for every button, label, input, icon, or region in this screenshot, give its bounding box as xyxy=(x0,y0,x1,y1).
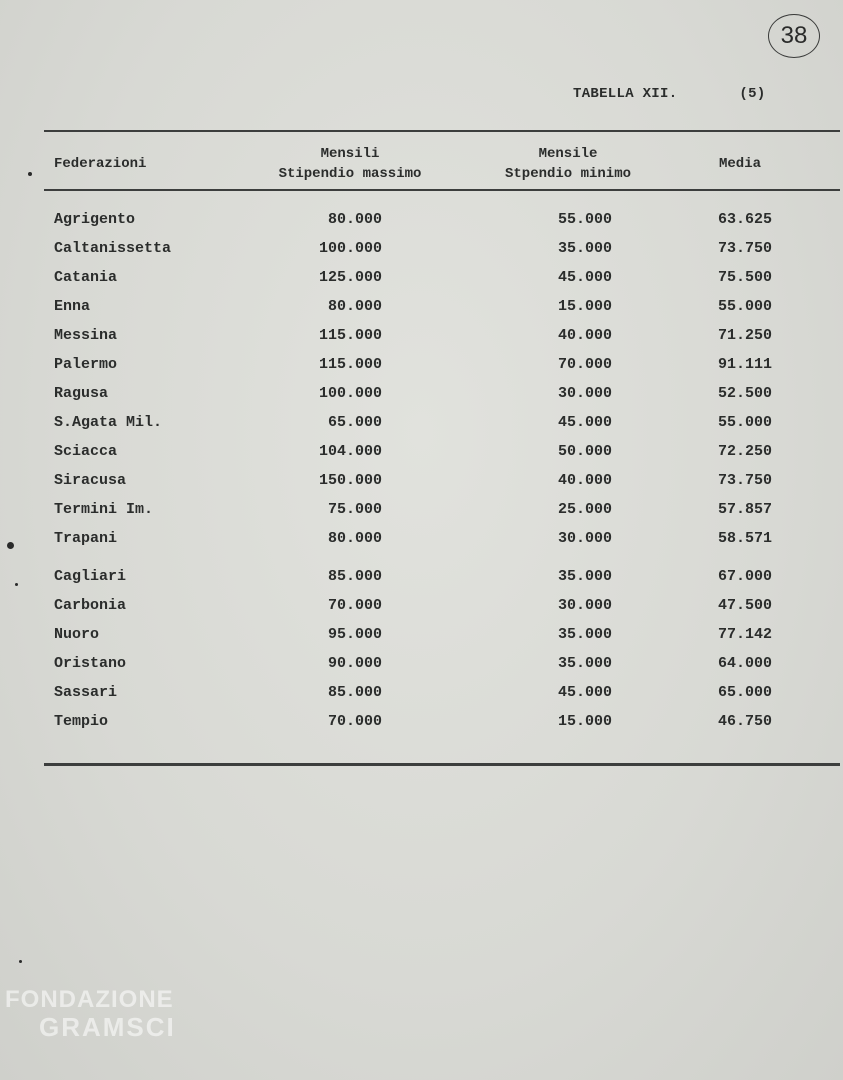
table-body xyxy=(0,207,843,738)
table-row xyxy=(0,410,843,439)
table-heading xyxy=(573,86,766,102)
table-row xyxy=(0,265,843,294)
stipendio-massimo-cell: 70.000 xyxy=(327,597,382,614)
federazione-cell: Sassari xyxy=(54,684,118,701)
federazione-cell: Cagliari xyxy=(54,568,127,585)
federazione-cell: Messina xyxy=(54,327,118,344)
media-cell: 75.500 xyxy=(717,269,772,286)
media-cell: 58.571 xyxy=(717,530,772,547)
margin-mark xyxy=(7,542,14,549)
table-row xyxy=(0,497,843,526)
stipendio-massimo-cell: 80.000 xyxy=(327,211,382,228)
table-row xyxy=(0,564,843,593)
media-cell: 52.500 xyxy=(717,385,772,402)
stipendio-minimo-cell: 35.000 xyxy=(557,240,612,257)
page-number-circle xyxy=(768,14,820,58)
media-cell: 73.750 xyxy=(717,240,772,257)
page-number: 38 xyxy=(780,22,808,49)
federazione-cell: Agrigento xyxy=(54,211,136,228)
table-row xyxy=(0,381,843,410)
header-stipendio-massimo xyxy=(255,144,445,184)
stipendio-minimo-cell: 40.000 xyxy=(557,472,612,489)
stipendio-minimo-cell: 35.000 xyxy=(557,568,612,585)
federazione-cell: Ragusa xyxy=(54,385,109,402)
margin-mark xyxy=(28,172,32,176)
stipendio-minimo-cell: 40.000 xyxy=(557,327,612,344)
stipendio-massimo-cell: 100.000 xyxy=(318,385,382,402)
table-row xyxy=(0,622,843,651)
media-cell: 57.857 xyxy=(717,501,772,518)
bottom-rule xyxy=(44,763,840,766)
media-cell: 55.000 xyxy=(717,414,772,431)
table-row xyxy=(0,207,843,236)
header-minimo-line1: Mensile xyxy=(538,146,598,162)
header-stipendio-minimo xyxy=(488,144,648,184)
stipendio-minimo-cell: 15.000 xyxy=(557,298,612,315)
stipendio-massimo-cell: 104.000 xyxy=(318,443,382,460)
header-federazioni: Federazioni xyxy=(54,156,147,172)
table-row xyxy=(0,468,843,497)
stipendio-massimo-cell: 90.000 xyxy=(327,655,382,672)
federazione-cell: Enna xyxy=(54,298,91,315)
header-massimo-line2: Stipendio massimo xyxy=(278,166,422,182)
stipendio-massimo-cell: 115.000 xyxy=(318,356,382,373)
stipendio-massimo-cell: 75.000 xyxy=(327,501,382,518)
watermark-line2: GRAMSCI xyxy=(39,1012,176,1042)
table-row xyxy=(0,593,843,622)
federazione-cell: Oristano xyxy=(54,655,127,672)
fondazione-gramsci-watermark xyxy=(5,988,176,1040)
federazione-cell: Palermo xyxy=(54,356,118,373)
federazione-cell: Carbonia xyxy=(54,597,127,614)
stipendio-massimo-cell: 70.000 xyxy=(327,713,382,730)
stipendio-minimo-cell: 25.000 xyxy=(557,501,612,518)
stipendio-minimo-cell: 45.000 xyxy=(557,269,612,286)
stipendio-minimo-cell: 30.000 xyxy=(557,597,612,614)
table-subtitle: (5) xyxy=(739,86,766,102)
stipendio-minimo-cell: 15.000 xyxy=(557,713,612,730)
stipendio-massimo-cell: 85.000 xyxy=(327,568,382,585)
watermark-line1: FONDAZIONE xyxy=(5,986,174,1013)
stipendio-massimo-cell: 125.000 xyxy=(318,269,382,286)
federazione-cell: Termini Im. xyxy=(54,501,154,518)
stipendio-massimo-cell: 65.000 xyxy=(327,414,382,431)
table-title: TABELLA XII. xyxy=(573,86,678,102)
media-cell: 47.500 xyxy=(717,597,772,614)
stipendio-minimo-cell: 70.000 xyxy=(557,356,612,373)
federazione-cell: Caltanissetta xyxy=(54,240,172,257)
stipendio-minimo-cell: 45.000 xyxy=(557,414,612,431)
media-cell: 67.000 xyxy=(717,568,772,585)
table-row xyxy=(0,439,843,468)
table-row xyxy=(0,236,843,265)
federazione-cell: Siracusa xyxy=(54,472,127,489)
stipendio-minimo-cell: 50.000 xyxy=(557,443,612,460)
stipendio-minimo-cell: 35.000 xyxy=(557,626,612,643)
stipendio-massimo-cell: 85.000 xyxy=(327,684,382,701)
margin-mark xyxy=(19,960,22,963)
stipendio-minimo-cell: 30.000 xyxy=(557,530,612,547)
media-cell: 73.750 xyxy=(717,472,772,489)
media-cell: 46.750 xyxy=(717,713,772,730)
header-massimo-line1: Mensili xyxy=(320,146,380,162)
federazione-cell: Tempio xyxy=(54,713,109,730)
stipendio-massimo-cell: 115.000 xyxy=(318,327,382,344)
media-cell: 71.250 xyxy=(717,327,772,344)
table-row xyxy=(0,651,843,680)
federazione-cell: Catania xyxy=(54,269,118,286)
stipendio-massimo-cell: 100.000 xyxy=(318,240,382,257)
header-rule xyxy=(44,189,840,191)
media-cell: 64.000 xyxy=(717,655,772,672)
header-minimo-line2: Stpendio minimo xyxy=(504,166,632,182)
media-cell: 77.142 xyxy=(717,626,772,643)
media-cell: 91.111 xyxy=(717,356,772,373)
table-row xyxy=(0,352,843,381)
stipendio-minimo-cell: 45.000 xyxy=(557,684,612,701)
stipendio-massimo-cell: 80.000 xyxy=(327,530,382,547)
federazione-cell: Nuoro xyxy=(54,626,100,643)
media-cell: 72.250 xyxy=(717,443,772,460)
federazione-cell: S.Agata Mil. xyxy=(54,414,163,431)
federazione-cell: Sciacca xyxy=(54,443,118,460)
stipendio-minimo-cell: 35.000 xyxy=(557,655,612,672)
table-row xyxy=(0,709,843,738)
stipendio-minimo-cell: 55.000 xyxy=(557,211,612,228)
media-cell: 63.625 xyxy=(717,211,772,228)
top-rule xyxy=(44,130,840,132)
margin-mark xyxy=(15,583,18,586)
federazione-cell: Trapani xyxy=(54,530,118,547)
media-cell: 55.000 xyxy=(717,298,772,315)
stipendio-massimo-cell: 150.000 xyxy=(318,472,382,489)
table-row xyxy=(0,323,843,352)
stipendio-minimo-cell: 30.000 xyxy=(557,385,612,402)
media-cell: 65.000 xyxy=(717,684,772,701)
stipendio-massimo-cell: 95.000 xyxy=(327,626,382,643)
table-row xyxy=(0,294,843,323)
stipendio-massimo-cell: 80.000 xyxy=(327,298,382,315)
table-row xyxy=(0,680,843,709)
header-media: Media xyxy=(718,156,761,172)
table-row xyxy=(0,526,843,555)
